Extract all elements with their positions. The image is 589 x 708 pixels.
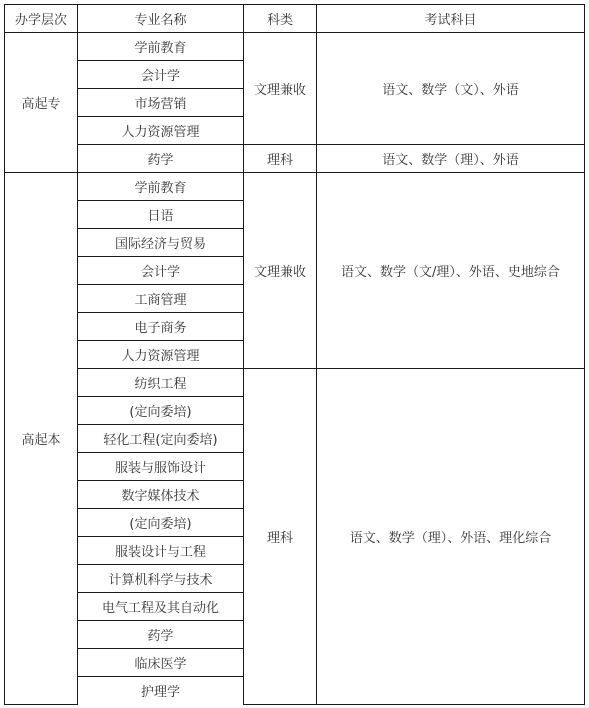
major-cell: 药学 <box>78 621 244 649</box>
table-row <box>5 145 585 173</box>
header-category: 科类 <box>244 5 317 33</box>
major-cell: 学前教育 <box>78 33 244 61</box>
major-cell: 人力资源管理 <box>78 341 244 369</box>
major-cell: 市场营销 <box>78 89 244 117</box>
admissions-table <box>4 4 585 705</box>
header-level: 办学层次 <box>5 5 78 33</box>
table-row <box>5 369 585 397</box>
major-cell: 人力资源管理 <box>78 117 244 145</box>
major-cell: 工商管理 <box>78 285 244 313</box>
category-cell: 理科 <box>244 369 317 705</box>
subjects-cell: 语文、数学（理）、外语 <box>317 145 585 173</box>
category-cell: 文理兼收 <box>244 173 317 369</box>
major-cell: 计算机科学与技术 <box>78 565 244 593</box>
major-cell: 电子商务 <box>78 313 244 341</box>
major-cell: (定向委培) <box>78 509 244 537</box>
header-row <box>5 5 585 33</box>
major-cell: 护理学 <box>78 677 244 705</box>
header-subjects: 考试科目 <box>317 5 585 33</box>
subjects-cell: 语文、数学（文/理）、外语、史地综合 <box>317 173 585 369</box>
table-row <box>5 33 585 61</box>
header-major: 专业名称 <box>78 5 244 33</box>
major-cell: 会计学 <box>78 257 244 285</box>
major-cell: 轻化工程(定向委培) <box>78 425 244 453</box>
major-cell: 临床医学 <box>78 649 244 677</box>
major-cell: 数字媒体技术 <box>78 481 244 509</box>
category-cell: 理科 <box>244 145 317 173</box>
major-cell: 服装设计与工程 <box>78 537 244 565</box>
major-cell: (定向委培) <box>78 397 244 425</box>
category-cell: 文理兼收 <box>244 33 317 145</box>
major-cell: 会计学 <box>78 61 244 89</box>
major-cell: 学前教育 <box>78 173 244 201</box>
major-cell: 电气工程及其自动化 <box>78 593 244 621</box>
subjects-cell: 语文、数学（理）、外语、理化综合 <box>317 369 585 705</box>
level-cell: 高起专 <box>5 33 78 173</box>
major-cell: 服装与服饰设计 <box>78 453 244 481</box>
level-cell: 高起本 <box>5 173 78 705</box>
major-cell: 日语 <box>78 201 244 229</box>
major-cell: 国际经济与贸易 <box>78 229 244 257</box>
subjects-cell: 语文、数学（文）、外语 <box>317 33 585 145</box>
table-row <box>5 173 585 201</box>
major-cell: 纺织工程 <box>78 369 244 397</box>
major-cell: 药学 <box>78 145 244 173</box>
